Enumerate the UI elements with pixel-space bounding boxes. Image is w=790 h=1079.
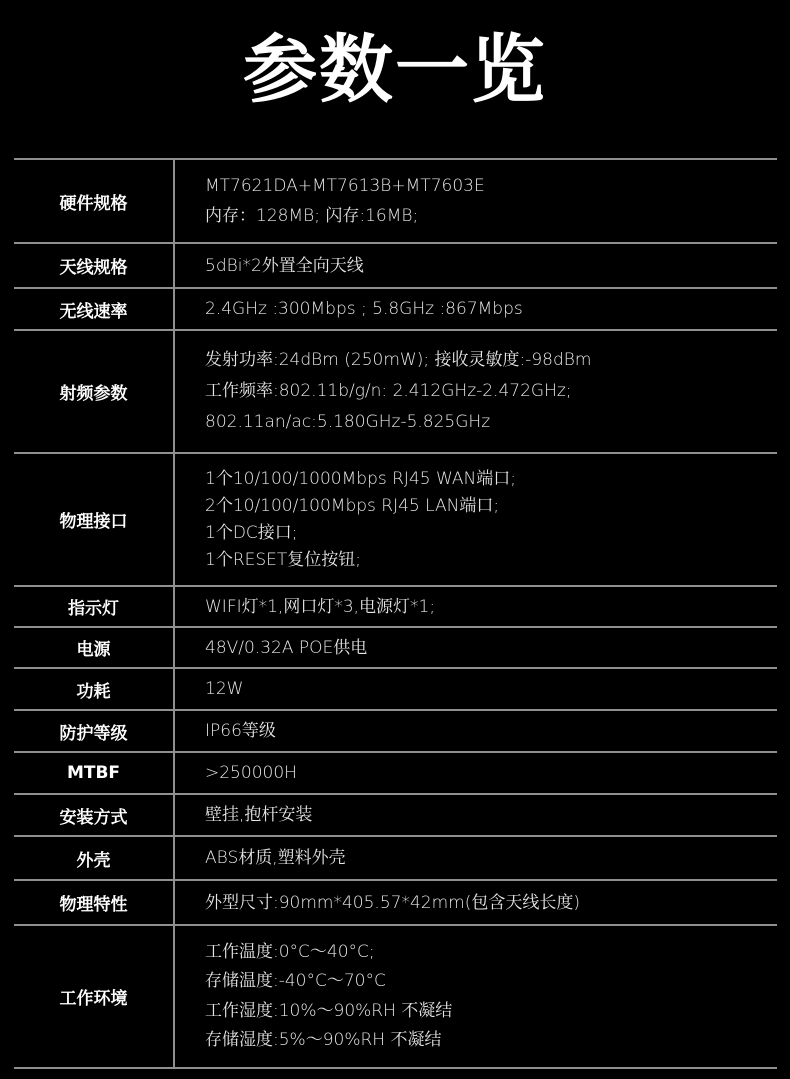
spec-row (14, 881, 777, 926)
spec-value (175, 711, 777, 751)
spec-value-line: 1个RESET复位按钮; (205, 549, 362, 570)
spec-label: MTBF (14, 753, 175, 793)
spec-row (14, 837, 777, 881)
spec-row (14, 160, 777, 244)
spec-value (175, 753, 777, 793)
spec-value-line: 802.11an/ac:5.180GHz-5.825GHz (205, 412, 491, 432)
spec-label: 指示灯 (14, 587, 175, 626)
spec-row (14, 753, 777, 795)
spec-label: 天线规格 (14, 244, 175, 287)
spec-value-line: 2.4GHz :300Mbps ; 5.8GHz :867Mbps (205, 299, 523, 319)
spec-label: 物理特性 (14, 881, 175, 924)
spec-label: 安装方式 (14, 795, 175, 835)
spec-value-line: 发射功率:24dBm (250mW); 接收灵敏度:-98dBm (205, 350, 592, 370)
spec-label: 工作环境 (14, 926, 175, 1067)
spec-label: 无线速率 (14, 289, 175, 329)
spec-value-line: 48V/0.32A POE供电 (205, 637, 368, 658)
spec-value (175, 587, 777, 626)
spec-row (14, 628, 777, 669)
spec-row (14, 331, 777, 454)
page-title: 参数一览 (243, 27, 547, 113)
spec-value-line: 1个10/100/1000Mbps RJ45 WAN端口; (205, 468, 516, 489)
spec-value (175, 454, 777, 585)
spec-value-line: 工作湿度:10%～90%RH 不凝结 (205, 1000, 453, 1021)
spec-row (14, 289, 777, 331)
spec-value-line: 1个DC接口; (205, 522, 298, 543)
spec-label: 防护等级 (14, 711, 175, 751)
spec-value-line: MT7621DA+MT7613B+MT7603E (205, 176, 485, 196)
spec-value-line: 存储温度:-40°C～70°C (205, 971, 386, 991)
spec-value-line: WIFI灯*1,网口灯*3,电源灯*1; (205, 596, 436, 617)
spec-row (14, 926, 777, 1069)
spec-value (175, 795, 777, 835)
spec-table (14, 158, 777, 1069)
spec-value-line: 5dBi*2外置全向天线 (205, 255, 364, 276)
spec-value (175, 881, 777, 924)
spec-value (175, 244, 777, 287)
spec-value-line: 2个10/100/100Mbps RJ45 LAN端口; (205, 495, 500, 516)
spec-value-line: 工作温度:0°C～40°C; (205, 941, 375, 962)
spec-value-line: 内存：128MB; 闪存:16MB; (205, 206, 419, 226)
spec-value-line: 12W (205, 679, 244, 699)
spec-row (14, 711, 777, 753)
spec-row (14, 795, 777, 837)
spec-value-line: ABS材质,塑料外壳 (205, 848, 346, 868)
spec-value (175, 926, 777, 1067)
spec-value-line: 存储湿度:5%～90%RH 不凝结 (205, 1030, 442, 1050)
spec-row (14, 244, 777, 289)
spec-value-line: >250000H (205, 763, 297, 783)
spec-label: 功耗 (14, 669, 175, 709)
spec-value (175, 331, 777, 452)
spec-label: 硬件规格 (14, 160, 175, 242)
spec-row (14, 669, 777, 711)
spec-value (175, 837, 777, 879)
spec-value-line: 工作频率:802.11b/g/n: 2.412GHz-2.472GHz; (205, 381, 572, 401)
spec-row (14, 587, 777, 628)
spec-value (175, 160, 777, 242)
spec-value (175, 289, 777, 329)
spec-value (175, 669, 777, 709)
spec-value-line: IP66等级 (205, 721, 276, 741)
spec-value (175, 628, 777, 667)
spec-row (14, 454, 777, 587)
spec-value-line: 外型尺寸:90mm*405.57*42mm(包含天线长度) (205, 892, 580, 913)
spec-label: 外壳 (14, 837, 175, 879)
spec-value-line: 壁挂,抱杆安装 (205, 805, 313, 825)
spec-label: 射频参数 (14, 331, 175, 452)
spec-label: 电源 (14, 628, 175, 667)
spec-label: 物理接口 (14, 454, 175, 585)
